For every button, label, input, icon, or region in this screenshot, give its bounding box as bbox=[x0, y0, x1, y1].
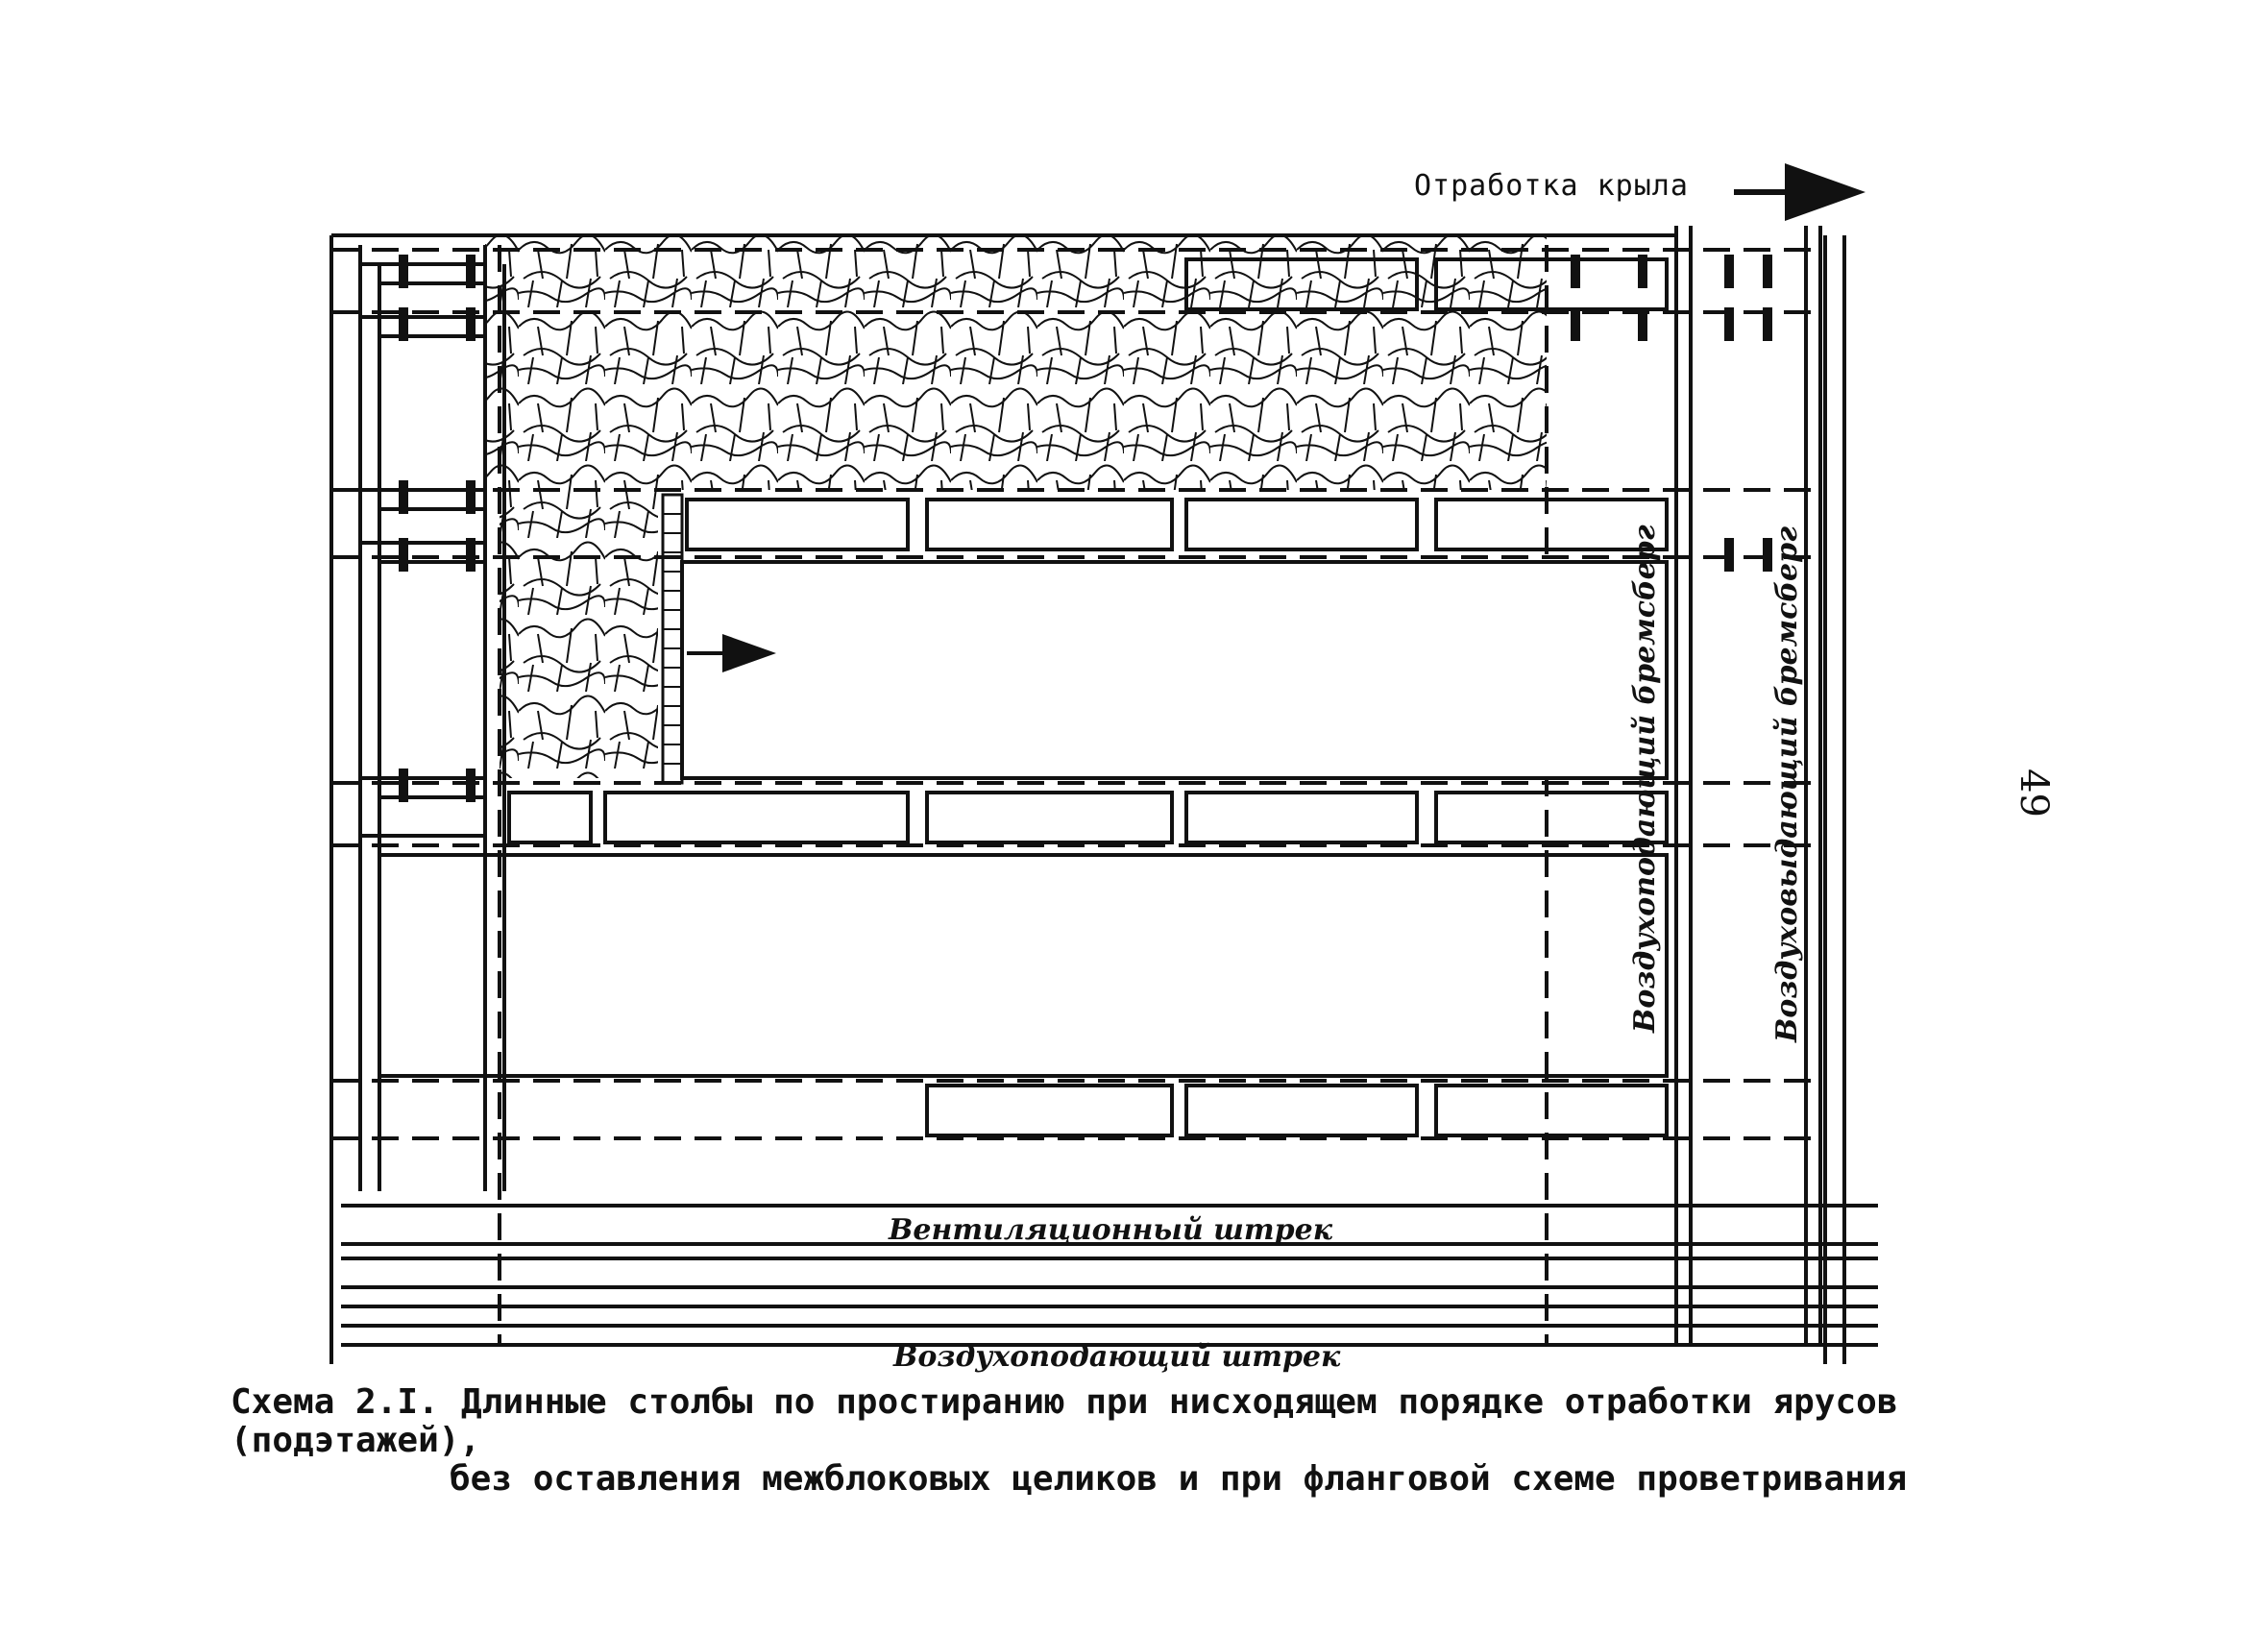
air-supply-drift bbox=[341, 1287, 1878, 1345]
left-panel-roadways bbox=[360, 245, 504, 1191]
figure-caption bbox=[231, 1383, 2056, 1499]
caption-number: Схема 2.I. bbox=[231, 1382, 439, 1422]
caption-line-1: Длинные столбы по простиранию при нисходящем порядке отработки ярусов (подэтажей), bbox=[231, 1382, 1898, 1460]
caption-line-2: без оставления межблоковых целиков и при фланговой схеме проветривания bbox=[450, 1459, 1908, 1499]
lower-panel-block bbox=[379, 855, 1667, 1076]
air-supply-bremsberg-label: Воздухоподающий бремсберг bbox=[1628, 525, 1662, 1033]
air-supply-drift-label: Воздухоподающий штрек bbox=[893, 1340, 1341, 1374]
wing-direction-label: Отработка крыла bbox=[1414, 169, 1689, 203]
air-exhaust-bremsberg-label: Воздуховыдающий бремсберг bbox=[1770, 526, 1804, 1042]
page-number: 49 bbox=[2012, 769, 2056, 818]
working-longwall-block bbox=[663, 495, 1667, 783]
ventilation-drift-label: Вентиляционный штрек bbox=[889, 1213, 1332, 1247]
